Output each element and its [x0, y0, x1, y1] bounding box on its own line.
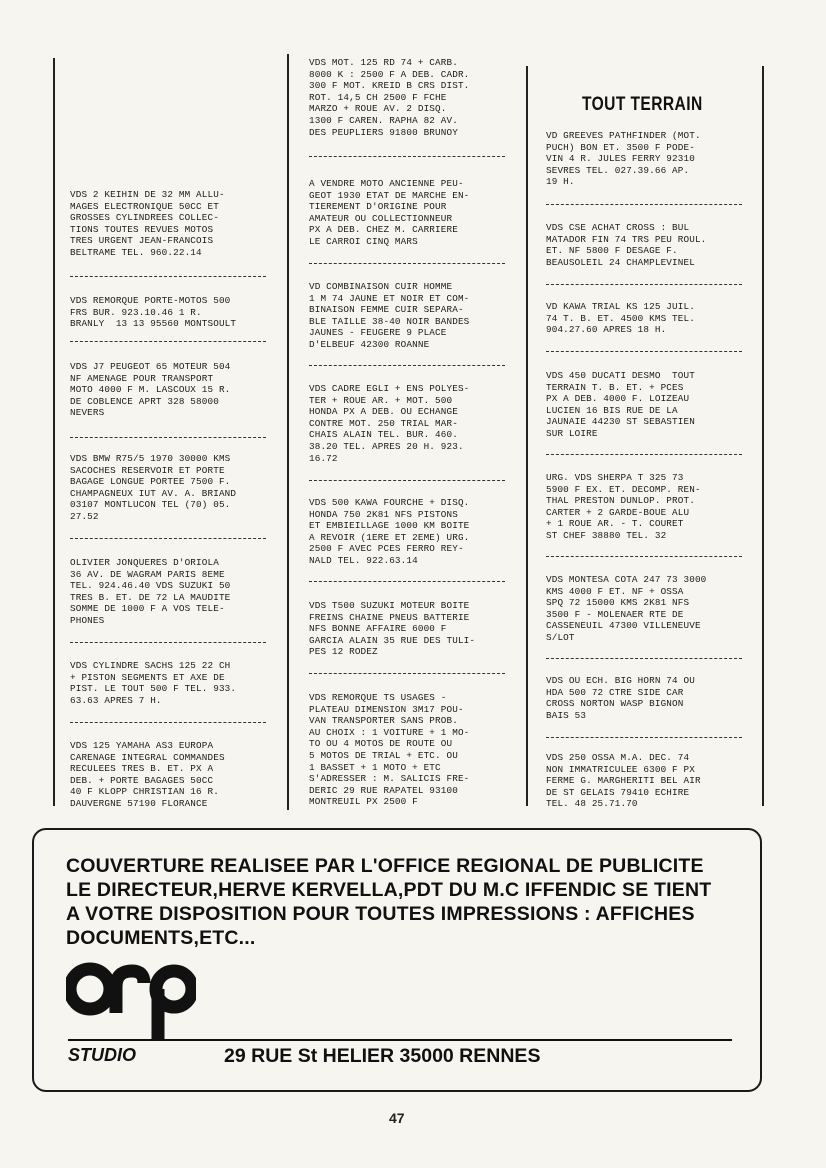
classified-ad: URG. VDS SHERPA T 325 73 5900 F EX. ET. DECOMP. REN- THAL PRESTON DUNLOP. PROT. CARTER + 2 GARDE-BOUE ALU + 1 ROUE AR. - T. COURET ST CHEF 38880 TEL. 32 [546, 472, 701, 541]
dashed-separator [546, 454, 742, 455]
classified-ad: VDS T500 SUZUKI MOTEUR BOITE FREINS CHAINE PNEUS BATTERIE NFS BONNE AFFAIRE 6000 F GARCIA ALAIN 35 RUE DES TULI- PES 12 RODEZ [309, 600, 476, 658]
classified-ad: VDS MONTESA COTA 247 73 3000 KMS 4000 F ET. NF + OSSA SPQ 72 15000 KMS 2K81 NFS 3500 F - MOLENAER RTE DE CASSENEUIL 47300 VILLENEUVE S/LOT [546, 574, 707, 643]
dashed-separator [70, 276, 266, 277]
classified-ad: VDS BMW R75/5 1970 30000 KMS SACOCHES RESERVOIR ET PORTE BAGAGE LONGUE PORTEE 7500 F. CHAMPAGNEUX IUT AV. A. BRIAND 03107 MONTLUCON TEL (70) 05. 27.52 [70, 453, 237, 522]
column-rule [287, 54, 289, 810]
dashed-separator [309, 156, 505, 157]
classified-ad: VDS 500 KAWA FOURCHE + DISQ. HONDA 750 2K81 NFS PISTONS ET EMBIEILLAGE 1000 KM BOITE A REVOIR (1ERE ET 2EME) URG. 2500 F AVEC PCES FERRO REY- NALD TEL. 922.63.14 [309, 497, 470, 566]
column-rule [53, 58, 55, 806]
orp-logo [66, 955, 196, 1050]
classified-ad: VD KAWA TRIAL KS 125 JUIL. 74 T. B. ET. 4500 KMS TEL. 904.27.60 APRES 18 H. [546, 301, 695, 336]
banner-line: A VOTRE DISPOSITION POUR TOUTES IMPRESSIONS : AFFICHES [66, 903, 695, 925]
dashed-separator [70, 341, 266, 342]
classified-ad: VDS CYLINDRE SACHS 125 22 CH + PISTON SEGMENTS ET AXE DE PIST. LE TOUT 500 F TEL. 933. 63.63 APRES 7 H. [70, 660, 237, 706]
classified-ad: OLIVIER JONQUERES D'ORIOLA 36 AV. DE WAGRAM PARIS 8EME TEL. 924.46.40 VDS SUZUKI 50 TRES B. ET. DE 72 LA MAUDITE SOMME DE 1000 F A VOS TELE- PHONES [70, 557, 231, 626]
dashed-separator [309, 673, 505, 674]
studio-address: 29 RUE St HELIER 35000 RENNES [224, 1045, 541, 1067]
classified-ad: VDS 2 KEIHIN DE 32 MM ALLU- MAGES ELECTRONIQUE 50CC ET GROSSES CYLINDREES COLLEC- TIONS TOUTES REVUES MOTOS TRES URGENT JEAN-FRANCOIS BELTRAME TEL. 960.22.14 [70, 189, 225, 258]
dashed-separator [546, 658, 742, 659]
classified-ad: VDS J7 PEUGEOT 65 MOTEUR 504 NF AMENAGE POUR TRANSPORT MOTO 4000 F M. LASCOUX 15 R. DE COBLENCE APRT 328 58000 NEVERS [70, 361, 231, 419]
banner-line: LE DIRECTEUR,HERVE KERVELLA,PDT DU M.C IFFENDIC SE TIENT [66, 879, 712, 901]
banner-line: DOCUMENTS,ETC... [66, 927, 256, 949]
dashed-separator [546, 556, 742, 557]
dashed-separator [309, 365, 505, 366]
dashed-separator [546, 351, 742, 352]
dashed-separator [309, 581, 505, 582]
classified-ad: VDS CADRE EGLI + ENS POLYES- TER + ROUE AR. + MOT. 500 HONDA PX A DEB. OU ECHANGE CONTRE MOT. 250 TRIAL MAR- CHAIS ALAIN TEL. BUR. 460. 38.20 TEL. APRES 20 H. 923. 16.72 [309, 383, 470, 464]
dashed-separator [70, 538, 266, 539]
banner-line: COUVERTURE REALISEE PAR L'OFFICE REGIONAL DE PUBLICITE [66, 855, 704, 877]
classified-ad: VDS CSE ACHAT CROSS : BUL MATADOR FIN 74 TRS PEU ROUL. ET. NF 5800 F DESAGE F. BEAUSOLEIL 24 CHAMPLEVINEL [546, 222, 707, 268]
column-rule [762, 66, 764, 806]
dashed-separator [309, 480, 505, 481]
studio-label: STUDIO [68, 1045, 137, 1065]
logo-underline [68, 1039, 732, 1041]
classified-ad: A VENDRE MOTO ANCIENNE PEU- GEOT 1930 ETAT DE MARCHE EN- TIEREMENT D'ORIGINE POUR AMATEUR OU COLLECTIONNEUR PX A DEB. CHEZ M. CARRIERE LE CARROI CINQ MARS [309, 178, 470, 247]
classified-ad: VDS MOT. 125 RD 74 + CARB. 8000 K : 2500 F A DEB. CADR. 300 F MOT. KREID B CRS DIST. ROT. 14,5 CH 2500 F FCHE MARZO + ROUE AV. 2 DISQ. 1300 F CAREN. RAPHA 82 AV. DES PEUPLIERS 91800 BRUNOY [309, 57, 470, 138]
section-title: TOUT TERRAIN [582, 94, 703, 115]
dashed-separator [546, 737, 742, 738]
dashed-separator [70, 642, 266, 643]
classified-ad: VD GREEVES PATHFINDER (MOT. PUCH) BON ET. 3500 F PODE- VIN 4 R. JULES FERRY 92310 SEVRES TEL. 027.39.66 AP. 19 H. [546, 130, 701, 188]
page-number: 47 [389, 1110, 405, 1126]
dashed-separator [70, 437, 266, 438]
classified-ad: VDS REMORQUE TS USAGES - PLATEAU DIMENSION 3M17 POU- VAN TRANSPORTER SANS PROB. AU CHOIX : 1 VOITURE + 1 MO- TO OU 4 MOTOS DE ROUTE OU 5 MOTOS DE TRIAL + ETC. OU 1 BASSET + 1 MOTO + ETC S'ADRESSER : M. SALICIS FRE- DERIC 29 RUE RAPATEL 93100 MONTREUIL PX 2500 F [309, 692, 470, 808]
dashed-separator [546, 284, 742, 285]
column-rule [526, 66, 528, 806]
classified-ad: VDS OU ECH. BIG HORN 74 OU HDA 500 72 CTRE SIDE CAR CROSS NORTON WASP BIGNON BAIS 53 [546, 675, 695, 721]
classified-ad: VD COMBINAISON CUIR HOMME 1 M 74 JAUNE ET NOIR ET COM- BINAISON FEMME CUIR SEPARA- BLE TAILLE 38-40 NOIR BANDES JAUNES - FEUGERE 9 PLACE D'ELBEUF 42300 ROANNE [309, 281, 470, 350]
dashed-separator [546, 204, 742, 205]
orp-logo-graphic [66, 955, 196, 1045]
dashed-separator [309, 263, 505, 264]
classified-ad: VDS 250 OSSA M.A. DEC. 74 NON IMMATRICULEE 6300 F PX FERME G. MARGHERITI BEL AIR DE ST GELAIS 79410 ECHIRE TEL. 48 25.71.70 [546, 752, 701, 810]
classified-ad: VDS 125 YAMAHA AS3 EUROPA CARENAGE INTEGRAL COMMANDES RECULEES TRES B. ET. PX A DEB. + PORTE BAGAGES 50CC 40 F KLOPP CHRISTIAN 16 R. DAUVERGNE 57190 FLORANCE [70, 740, 225, 809]
dashed-separator [70, 722, 266, 723]
classified-ad: VDS 450 DUCATI DESMO TOUT TERRAIN T. B. ET. + PCES PX A DEB. 4000 F. LOIZEAU LUCIEN 16 BIS RUE DE LA JAUNAIE 44230 ST SEBASTIEN SUR LOIRE [546, 370, 695, 439]
classified-ad: VDS REMORQUE PORTE-MOTOS 500 FRS BUR. 923.10.46 1 R. BRANLY 13 13 95560 MONTSOULT [70, 295, 237, 330]
